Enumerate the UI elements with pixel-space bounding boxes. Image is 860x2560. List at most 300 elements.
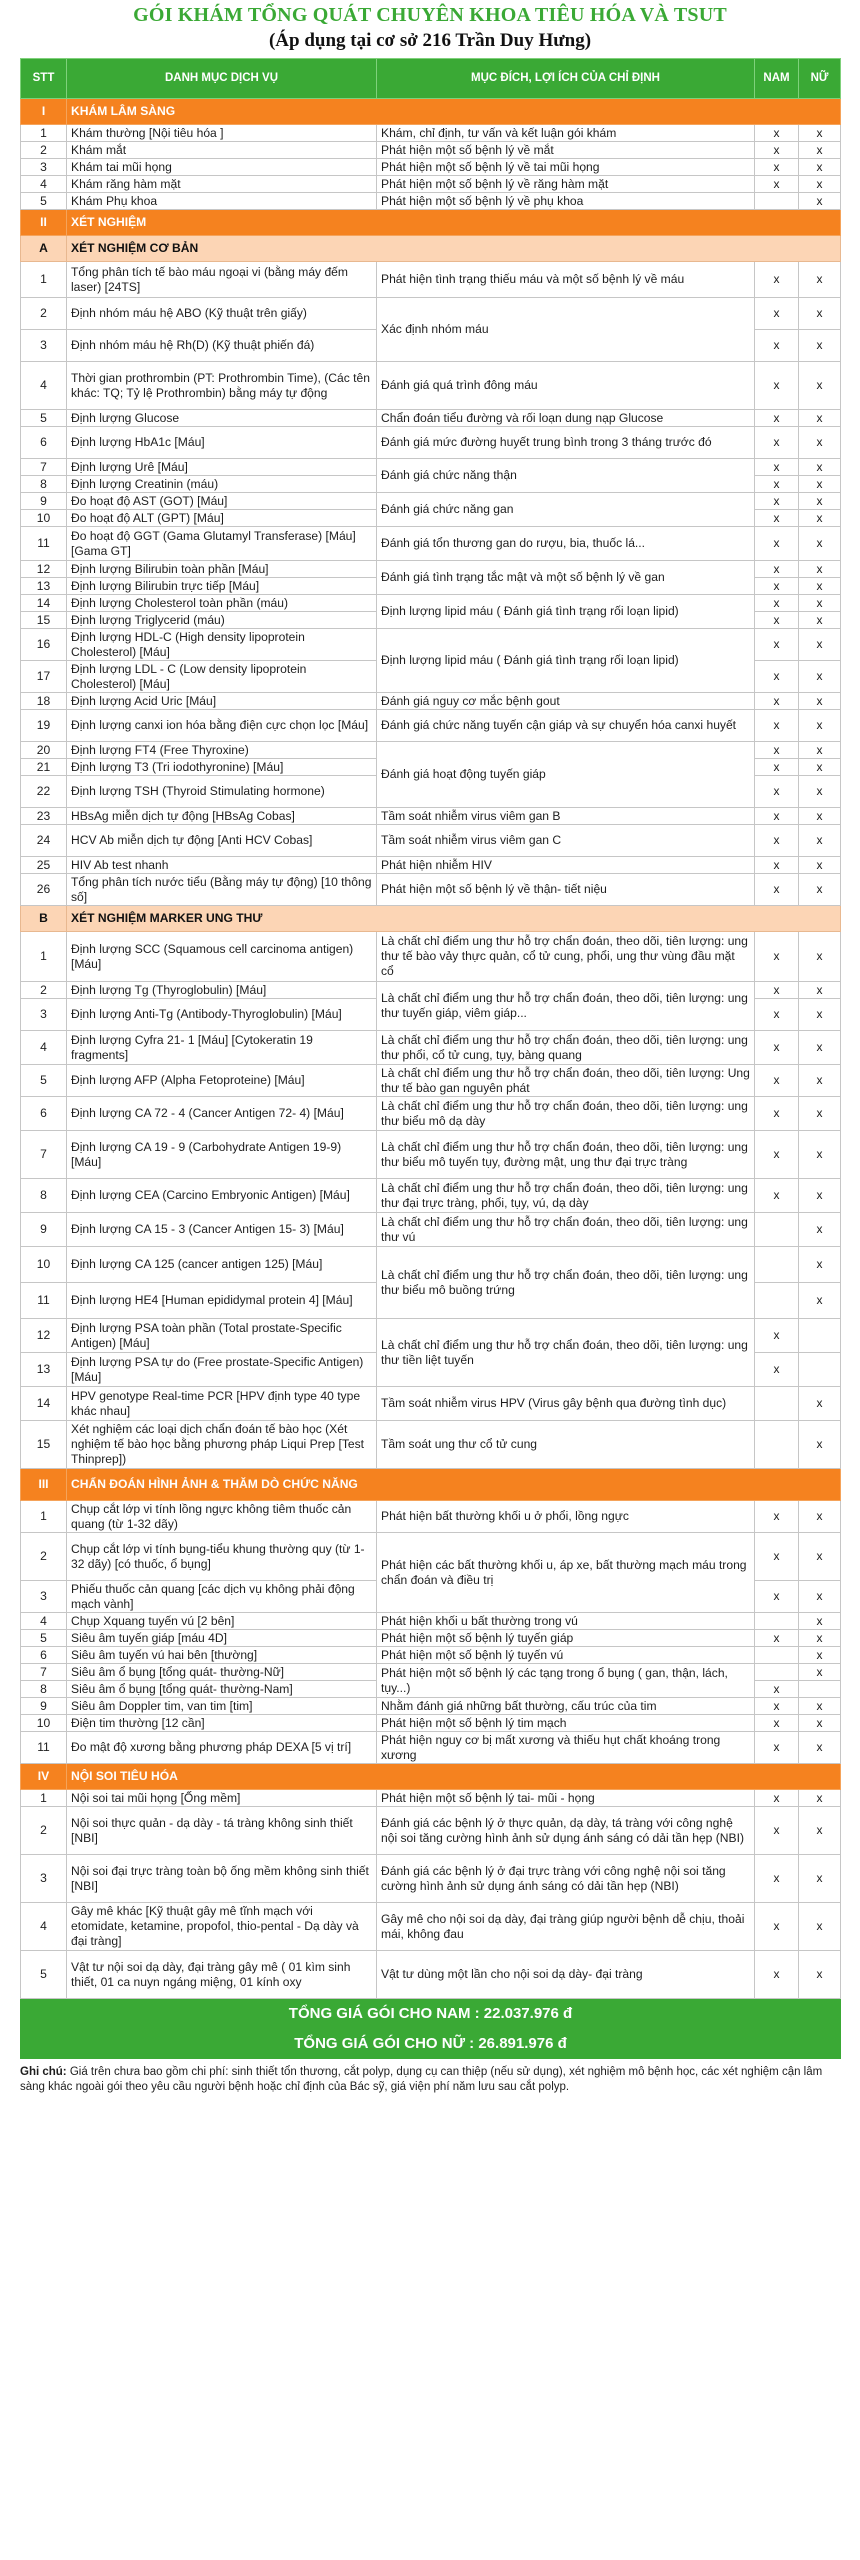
female-applicable-mark: x [799,1647,841,1664]
male-applicable-mark: x [755,1319,799,1353]
male-applicable-mark: x [755,1065,799,1097]
service-name: Phiếu thuốc cản quang [các dịch vụ không phải động mạch vành] [67,1581,377,1613]
male-applicable-mark [755,1664,799,1681]
service-purpose: Phát hiện một số bệnh lý tim mạch [377,1715,755,1732]
row-number: 9 [21,1213,67,1247]
service-purpose: Là chất chỉ điểm ung thư hỗ trợ chẩn đoán, theo dõi, tiên lượng: ung thư đại trực tràng, phổi, tụy, vú, dạ dày [377,1179,755,1213]
column-header-female: NỮ [799,59,841,99]
table-row [21,1097,841,1131]
table-row [21,159,841,176]
service-name: Định lượng T3 (Tri iodothyronine) [Máu] [67,759,377,776]
service-purpose: Phát hiện một số bệnh lý về tai mũi họng [377,159,755,176]
male-applicable-mark: x [755,776,799,808]
service-name: Khám Phụ khoa [67,193,377,210]
row-number: 5 [21,1951,67,1999]
service-name: Định lượng Cyfra 21- 1 [Máu] [Cytokeratin 19 fragments] [67,1031,377,1065]
table-row [21,808,841,825]
female-applicable-mark: x [799,932,841,982]
male-applicable-mark: x [755,362,799,410]
service-purpose: Đánh giá hoạt động tuyến giáp [377,742,755,808]
table-body [21,99,841,1999]
female-applicable-mark: x [799,410,841,427]
section-row [21,1469,841,1501]
male-applicable-mark: x [755,1630,799,1647]
table-row [21,1501,841,1533]
male-applicable-mark: x [755,176,799,193]
section-title: XÉT NGHIỆM [67,210,841,236]
service-purpose: Phát hiện một số bệnh lý về phụ khoa [377,193,755,210]
service-purpose: Là chất chỉ điểm ung thư hỗ trợ chẩn đoán, theo dõi, tiên lượng: Ung thư tế bào gan nguyên phát [377,1065,755,1097]
service-purpose: Phát hiện một số bệnh lý tuyến giáp [377,1630,755,1647]
row-number: 14 [21,1387,67,1421]
row-number: 12 [21,561,67,578]
table-row [21,1732,841,1764]
footnote [20,2065,840,2095]
female-applicable-mark: x [799,661,841,693]
male-applicable-mark: x [755,427,799,459]
row-number: 22 [21,776,67,808]
section-number: IV [21,1764,67,1790]
table-row [21,1131,841,1179]
female-applicable-mark: x [799,1613,841,1630]
row-number: 4 [21,362,67,410]
table-row [21,459,841,476]
table-row [21,1387,841,1421]
male-applicable-mark: x [755,710,799,742]
male-applicable-mark: x [755,142,799,159]
male-applicable-mark [755,1247,799,1283]
row-number: 21 [21,759,67,776]
row-number: 2 [21,982,67,999]
female-applicable-mark: x [799,1533,841,1581]
service-purpose: Đánh giá tình trạng tắc mật và một số bệnh lý về gan [377,561,755,595]
table-row [21,1807,841,1855]
row-number: 18 [21,693,67,710]
service-purpose: Đánh giá nguy cơ mắc bệnh gout [377,693,755,710]
service-name: Định lượng Glucose [67,410,377,427]
table-row [21,693,841,710]
service-name: Định lượng Bilirubin trực tiếp [Máu] [67,578,377,595]
row-number: 8 [21,1681,67,1698]
service-name: Khám răng hàm mặt [67,176,377,193]
section-row [21,1764,841,1790]
service-name: Đo hoạt độ GGT (Gama Glutamyl Transferase) [Máu] [Gama GT] [67,527,377,561]
male-applicable-mark: x [755,159,799,176]
service-purpose: Đánh giá chức năng thận [377,459,755,493]
female-applicable-mark: x [799,1715,841,1732]
male-applicable-mark: x [755,612,799,629]
row-number: 8 [21,476,67,493]
row-number: 7 [21,1664,67,1681]
table-row [21,1065,841,1097]
table-row [21,1319,841,1353]
female-applicable-mark: x [799,1421,841,1469]
female-applicable-mark [799,1353,841,1387]
table-row [21,1533,841,1581]
row-number: 17 [21,661,67,693]
male-applicable-mark [755,1421,799,1469]
table-row [21,427,841,459]
section-number: II [21,210,67,236]
male-applicable-mark: x [755,298,799,330]
service-purpose: Đánh giá các bệnh lý ở đại trực tràng với công nghệ nội soi tăng cường hình ảnh sử dụng ánh sáng có dải tần hẹp (NBI) [377,1855,755,1903]
section-title: KHÁM LÂM SÀNG [67,99,841,125]
male-applicable-mark: x [755,476,799,493]
female-applicable-mark: x [799,1131,841,1179]
male-applicable-mark: x [755,1179,799,1213]
total-price-female: TỔNG GIÁ GÓI CHO NỮ : 26.891.976 đ [21,2029,841,2059]
female-applicable-mark: x [799,1247,841,1283]
service-name: HPV genotype Real-time PCR [HPV định type 40 type khác nhau] [67,1387,377,1421]
table-row [21,1790,841,1807]
service-name: Định lượng CA 19 - 9 (Carbohydrate Antigen 19-9) [Máu] [67,1131,377,1179]
row-number: 8 [21,1179,67,1213]
female-applicable-mark: x [799,1031,841,1065]
table-row [21,1247,841,1283]
male-applicable-mark: x [755,330,799,362]
service-purpose: Là chất chỉ điểm ung thư hỗ trợ chẩn đoán, theo dõi, tiên lượng: ung thư tế bào vảy thực quản, cổ tử cung, phổi, ung thư vùng đầu mặt cổ [377,932,755,982]
row-number: 6 [21,1097,67,1131]
service-name: Định lượng Tg (Thyroglobulin) [Máu] [67,982,377,999]
row-number: 6 [21,1647,67,1664]
male-applicable-mark: x [755,1097,799,1131]
service-name: Định lượng HE4 [Human epididymal protein 4] [Máu] [67,1283,377,1319]
service-name: Nội soi tai mũi họng [Ống mềm] [67,1790,377,1807]
subsection-row [21,906,841,932]
table-row [21,982,841,999]
male-applicable-mark [755,1613,799,1630]
table-row [21,142,841,159]
service-name: Siêu âm tuyến giáp [máu 4D] [67,1630,377,1647]
female-applicable-mark: x [799,1097,841,1131]
service-purpose: Phát hiện các bất thường khối u, áp xe, bất thường mạch máu trong chẩn đoán và điều trị [377,1533,755,1613]
service-purpose: Phát hiện nguy cơ bị mất xương và thiếu hụt chất khoáng trong xương [377,1732,755,1764]
female-applicable-mark: x [799,298,841,330]
service-name: HBsAg miễn dịch tự động [HBsAg Cobas] [67,808,377,825]
male-applicable-mark: x [755,125,799,142]
female-applicable-mark: x [799,759,841,776]
table-row [21,1715,841,1732]
female-applicable-mark: x [799,999,841,1031]
female-applicable-mark: x [799,1283,841,1319]
service-purpose: Là chất chỉ điểm ung thư hỗ trợ chẩn đoán, theo dõi, tiên lượng: ung thư biểu mô dạ dày [377,1097,755,1131]
service-name: Định nhóm máu hệ Rh(D) (Kỹ thuật phiến đá) [67,330,377,362]
row-number: 3 [21,1581,67,1613]
service-purpose: Phát hiện một số bệnh lý về thận- tiết niệu [377,874,755,906]
row-number: 9 [21,1698,67,1715]
table-header-row [21,59,841,99]
female-applicable-mark: x [799,1501,841,1533]
female-applicable-mark: x [799,1065,841,1097]
male-applicable-mark: x [755,1681,799,1698]
service-purpose: Tầm soát nhiễm virus HPV (Virus gây bệnh qua đường tình dục) [377,1387,755,1421]
male-applicable-mark: x [755,527,799,561]
service-purpose: Phát hiện nhiễm HIV [377,857,755,874]
service-purpose: Là chất chỉ điểm ung thư hỗ trợ chẩn đoán, theo dõi, tiên lượng: ung thư tiền liệt tuyến [377,1319,755,1387]
table-row [21,1613,841,1630]
male-applicable-mark [755,1283,799,1319]
male-applicable-mark: x [755,410,799,427]
service-purpose: Là chất chỉ điểm ung thư hỗ trợ chẩn đoán, theo dõi, tiên lượng: ung thư biểu mô tuyến tụy, đường mật, ung thư đại trực tràng [377,1131,755,1179]
female-applicable-mark: x [799,159,841,176]
table-row [21,176,841,193]
service-name: Đo hoạt độ ALT (GPT) [Máu] [67,510,377,527]
table-row [21,1213,841,1247]
row-number: 5 [21,410,67,427]
service-name: Định lượng SCC (Squamous cell carcinoma antigen) [Máu] [67,932,377,982]
service-name: HIV Ab test nhanh [67,857,377,874]
male-applicable-mark: x [755,661,799,693]
row-number: 3 [21,330,67,362]
table-row [21,493,841,510]
table-row [21,595,841,612]
total-row-male [21,1999,841,2029]
row-number: 11 [21,527,67,561]
row-number: 13 [21,578,67,595]
section-number: III [21,1469,67,1501]
female-applicable-mark: x [799,982,841,999]
subsection-row [21,236,841,262]
male-applicable-mark: x [755,1951,799,1999]
female-applicable-mark: x [799,1630,841,1647]
table-row [21,125,841,142]
service-name: Định lượng LDL - C (Low density lipoprotein Cholesterol) [Máu] [67,661,377,693]
table-row [21,742,841,759]
table-row [21,857,841,874]
service-purpose: Đánh giá chức năng tuyến cận giáp và sự chuyển hóa canxi huyết [377,710,755,742]
table-row [21,362,841,410]
service-purpose: Gây mê cho nội soi dạ dày, đại tràng giúp người bệnh dễ chịu, thoải mái, không đau [377,1903,755,1951]
female-applicable-mark: x [799,1698,841,1715]
female-applicable-mark: x [799,1951,841,1999]
row-number: 6 [21,427,67,459]
female-applicable-mark: x [799,125,841,142]
female-applicable-mark: x [799,176,841,193]
service-purpose: Định lượng lipid máu ( Đánh giá tình trạng rối loạn lipid) [377,595,755,629]
row-number: 11 [21,1732,67,1764]
service-name: Nội soi đại trực tràng toàn bộ ống mềm không sinh thiết [NBI] [67,1855,377,1903]
service-name: Định nhóm máu hệ ABO (Kỹ thuật trên giấy) [67,298,377,330]
subsection-code: A [21,236,67,262]
table-row [21,1179,841,1213]
male-applicable-mark: x [755,1533,799,1581]
female-applicable-mark: x [799,1387,841,1421]
row-number: 13 [21,1353,67,1387]
service-name: Vật tư nội soi dạ dày, đại tràng gây mê ( 01 kìm sinh thiết, 01 ca nuyn ngáng miệng, 01 kính oxy [67,1951,377,1999]
table-row [21,710,841,742]
service-purpose: Phát hiện một số bệnh lý về răng hàm mặt [377,176,755,193]
service-name: Định lượng CA 125 (cancer antigen 125) [Máu] [67,1247,377,1283]
female-applicable-mark: x [799,1732,841,1764]
male-applicable-mark: x [755,1581,799,1613]
table-row [21,932,841,982]
female-applicable-mark: x [799,578,841,595]
row-number: 5 [21,193,67,210]
male-applicable-mark: x [755,1698,799,1715]
column-header-male: NAM [755,59,799,99]
row-number: 16 [21,629,67,661]
service-name: Gây mê khác [Kỹ thuật gây mê tĩnh mạch với etomidate, ketamine, propofol, thio-pental - Dạ dày và đại tràng] [67,1903,377,1951]
service-purpose: Là chất chỉ điểm ung thư hỗ trợ chẩn đoán, theo dõi, tiên lượng: ung thư vú [377,1213,755,1247]
male-applicable-mark: x [755,1807,799,1855]
service-name: Siêu âm tuyến vú hai bên [thường] [67,1647,377,1664]
female-applicable-mark: x [799,693,841,710]
female-applicable-mark: x [799,808,841,825]
female-applicable-mark: x [799,330,841,362]
female-applicable-mark: x [799,476,841,493]
row-number: 2 [21,1533,67,1581]
package-subtitle: (Áp dụng tại cơ sở 216 Trần Duy Hưng) [268,30,592,51]
row-number: 7 [21,1131,67,1179]
service-name: Định lượng PSA tự do (Free prostate-Specific Antigen) [Máu] [67,1353,377,1387]
service-name: Định lượng CA 15 - 3 (Cancer Antigen 15- 3) [Máu] [67,1213,377,1247]
row-number: 23 [21,808,67,825]
table-row [21,527,841,561]
column-header-stt: STT [21,59,67,99]
male-applicable-mark: x [755,262,799,298]
total-price-male: TỔNG GIÁ GÓI CHO NAM : 22.037.976 đ [21,1999,841,2029]
service-name: Siêu âm ổ bụng [tổng quát- thường-Nữ] [67,1664,377,1681]
row-number: 24 [21,825,67,857]
male-applicable-mark: x [755,1353,799,1387]
female-applicable-mark: x [799,857,841,874]
table-row [21,825,841,857]
row-number: 26 [21,874,67,906]
subsection-title: XÉT NGHIỆM MARKER UNG THƯ [67,906,841,932]
female-applicable-mark: x [799,510,841,527]
row-number: 19 [21,710,67,742]
row-number: 3 [21,1855,67,1903]
service-name: Định lượng Acid Uric [Máu] [67,693,377,710]
row-number: 12 [21,1319,67,1353]
row-number: 4 [21,1031,67,1065]
service-name: Định lượng CA 72 - 4 (Cancer Antigen 72- 4) [Máu] [67,1097,377,1131]
row-number: 14 [21,595,67,612]
total-row-female [21,2029,841,2059]
male-applicable-mark [755,193,799,210]
service-name: Định lượng Urê [Máu] [67,459,377,476]
service-name: Định lượng CEA (Carcino Embryonic Antigen) [Máu] [67,1179,377,1213]
service-purpose: Phát hiện một số bệnh lý các tạng trong ổ bụng ( gan, thận, lách, tụy...) [377,1664,755,1698]
service-purpose: Phát hiện một số bệnh lý về mắt [377,142,755,159]
table-row [21,629,841,661]
table-row [21,298,841,330]
male-applicable-mark: x [755,1131,799,1179]
table-row [21,193,841,210]
male-applicable-mark: x [755,693,799,710]
male-applicable-mark: x [755,742,799,759]
table-row [21,1903,841,1951]
service-name: Khám mắt [67,142,377,159]
table-row [21,1951,841,1999]
female-applicable-mark: x [799,710,841,742]
section-title: NỘI SOI TIÊU HÓA [67,1764,841,1790]
row-number: 1 [21,932,67,982]
service-name: Định lượng AFP (Alpha Fetoproteine) [Máu] [67,1065,377,1097]
service-purpose: Đánh giá quá trình đông máu [377,362,755,410]
service-purpose: Đánh giá mức đường huyết trung bình trong 3 tháng trước đó [377,427,755,459]
row-number: 3 [21,159,67,176]
row-number: 7 [21,459,67,476]
male-applicable-mark: x [755,629,799,661]
subsection-title: XÉT NGHIỆM CƠ BẢN [67,236,841,262]
service-name: Đo mật độ xương bằng phương pháp DEXA [5 vị trí] [67,1732,377,1764]
female-applicable-mark: x [799,362,841,410]
service-name: Định lượng Triglycerid (máu) [67,612,377,629]
female-applicable-mark: x [799,1855,841,1903]
service-table [20,58,841,2059]
row-number: 2 [21,298,67,330]
male-applicable-mark: x [755,1501,799,1533]
service-purpose: Phát hiện tình trạng thiếu máu và một số bệnh lý về máu [377,262,755,298]
male-applicable-mark: x [755,808,799,825]
service-name: Siêu âm Doppler tim, van tim [tim] [67,1698,377,1715]
table-row [21,561,841,578]
column-header-service: DANH MỤC DỊCH VỤ [67,59,377,99]
table-row [21,1647,841,1664]
service-purpose: Đánh giá các bệnh lý ở thực quản, dạ dày, tá tràng với công nghệ nội soi tăng cường hình ảnh sử dụng ánh sáng có dải tần hẹp (NBI) [377,1807,755,1855]
service-name: Đo hoạt độ AST (GOT) [Máu] [67,493,377,510]
male-applicable-mark: x [755,759,799,776]
female-applicable-mark [799,1319,841,1353]
female-applicable-mark [799,1681,841,1698]
service-name: Định lượng Anti-Tg (Antibody-Thyroglobulin) [Máu] [67,999,377,1031]
female-applicable-mark: x [799,776,841,808]
service-name: Định lượng FT4 (Free Thyroxine) [67,742,377,759]
service-purpose: Vật tư dùng một lần cho nội soi dạ dày- đại tràng [377,1951,755,1999]
service-name: Định lượng HbA1c [Máu] [67,427,377,459]
table-row [21,1421,841,1469]
service-purpose: Nhằm đánh giá những bất thường, cấu trúc của tim [377,1698,755,1715]
male-applicable-mark: x [755,1855,799,1903]
footnote-label: Ghi chú: [20,2066,67,2078]
service-name: Định lượng Bilirubin toàn phần [Máu] [67,561,377,578]
female-applicable-mark: x [799,1213,841,1247]
row-number: 1 [21,262,67,298]
male-applicable-mark [755,1213,799,1247]
table-row [21,1031,841,1065]
male-applicable-mark: x [755,932,799,982]
service-purpose: Đánh giá tổn thương gan do rượu, bia, thuốc lá... [377,527,755,561]
service-purpose: Đánh giá chức năng gan [377,493,755,527]
female-applicable-mark: x [799,1179,841,1213]
package-title: GÓI KHÁM TỔNG QUÁT CHUYÊN KHOA TIÊU HÓA VÀ TSUT [133,4,727,26]
male-applicable-mark: x [755,874,799,906]
service-purpose: Tầm soát ung thư cổ tử cung [377,1421,755,1469]
service-purpose: Phát hiện bất thường khối u ở phổi, lồng ngực [377,1501,755,1533]
female-applicable-mark: x [799,142,841,159]
service-purpose: Là chất chỉ điểm ung thư hỗ trợ chẩn đoán, theo dõi, tiên lượng: ung thư tuyến giáp, viêm giáp... [377,982,755,1031]
table-row [21,410,841,427]
service-name: Điện tim thường [12 cần] [67,1715,377,1732]
service-purpose: Phát hiện khối u bất thường trong vú [377,1613,755,1630]
section-row [21,210,841,236]
male-applicable-mark: x [755,578,799,595]
service-name: Nội soi thực quản - dạ dày - tá tràng không sinh thiết [NBI] [67,1807,377,1855]
service-purpose: Xác định nhóm máu [377,298,755,362]
female-applicable-mark: x [799,459,841,476]
female-applicable-mark: x [799,742,841,759]
subsection-code: B [21,906,67,932]
row-number: 2 [21,1807,67,1855]
row-number: 1 [21,125,67,142]
service-name: Định lượng PSA toàn phần (Total prostate-Specific Antigen) [Máu] [67,1319,377,1353]
service-name: Thời gian prothrombin (PT: Prothrombin Time), (Các tên khác: TQ; Tỷ lệ Prothrombin) bằng máy tự động [67,362,377,410]
female-applicable-mark: x [799,527,841,561]
row-number: 3 [21,999,67,1031]
male-applicable-mark [755,1647,799,1664]
page-header [0,0,860,58]
